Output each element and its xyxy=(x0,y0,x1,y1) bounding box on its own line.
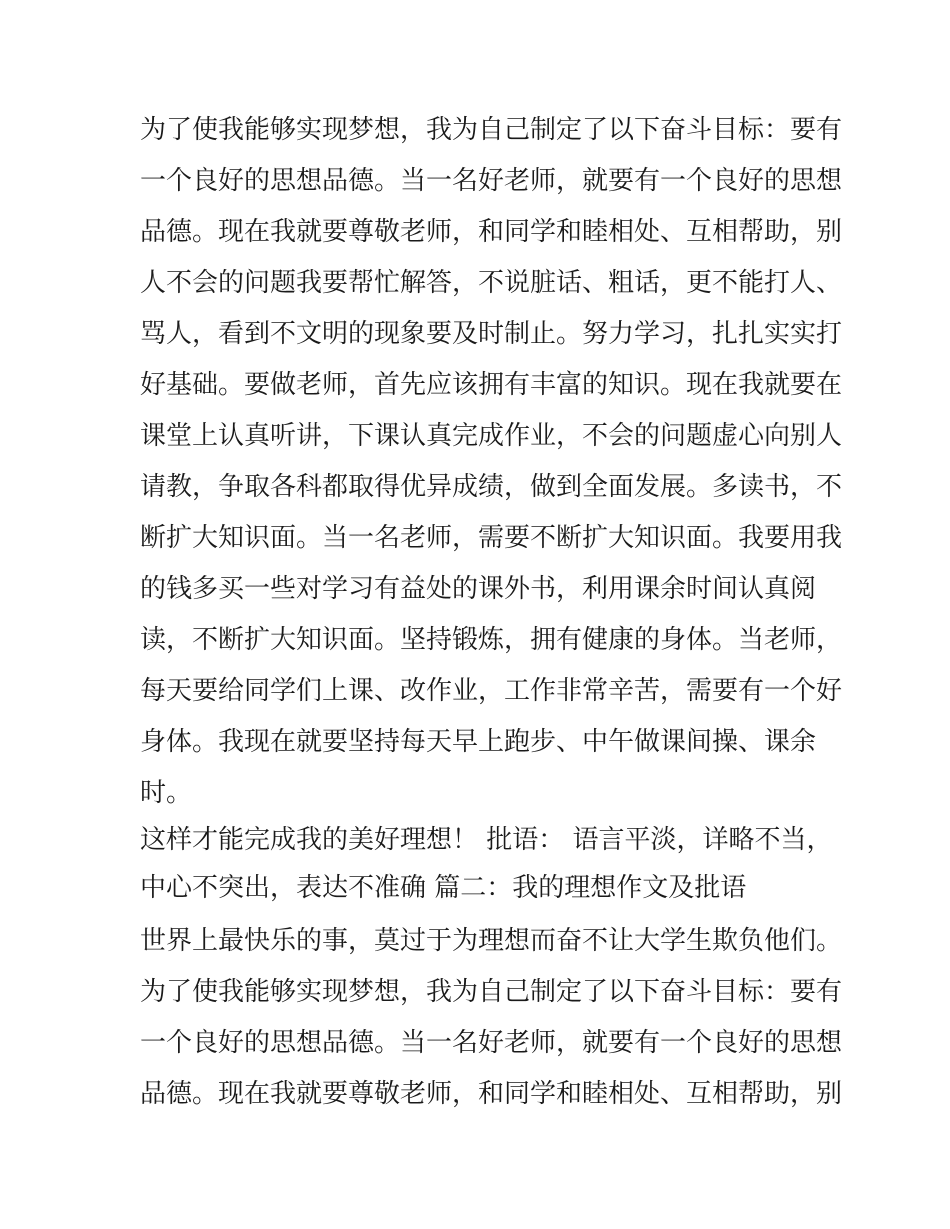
text-line: 读，不断扩大知识面。坚持锻炼，拥有健康的身体。当老师， xyxy=(140,625,843,655)
text-line: 人不会的问题我要帮忙解答，不说脏话、粗话，更不能打人、 xyxy=(140,268,843,298)
text-line: 身体。我现在就要坚持每天早上跑步、中午做课间操、课余 xyxy=(140,727,817,757)
text-line: 请教，争取各科都取得优异成绩，做到全面发展。多读书，不 xyxy=(140,472,843,502)
text-line: 品德。现在我就要尊敬老师，和同学和睦相处、互相帮助，别 xyxy=(140,1079,843,1109)
text-line: 好基础。要做老师，首先应该拥有丰富的知识。现在我就要在 xyxy=(140,370,843,400)
text-line: 品德。现在我就要尊敬老师，和同学和睦相处、互相帮助，别 xyxy=(140,217,843,247)
text-line: 的钱多买一些对学习有益处的课外书，利用课余时间认真阅 xyxy=(140,574,817,604)
text-line: 每天要给同学们上课、改作业，工作非常辛苦，需要有一个好 xyxy=(140,676,843,706)
text-line: 一个良好的思想品德。当一名好老师，就要有一个良好的思想 xyxy=(140,1028,843,1058)
text-line: 时。 xyxy=(140,778,193,808)
text-line: 课堂上认真听讲，下课认真完成作业，不会的问题虚心向别人 xyxy=(140,421,843,451)
text-line: 这样才能完成我的美好理想！ 批语： 语言平淡，详略不当， xyxy=(140,825,833,855)
text-line: 断扩大知识面。当一名老师，需要不断扩大知识面。我要用我 xyxy=(140,523,843,553)
text-line: 中心不突出，表达不准确 篇二：我的理想作文及批语 xyxy=(140,873,747,903)
text-line: 为了使我能够实现梦想，我为自己制定了以下奋斗目标：要有 xyxy=(140,115,843,145)
text-line: 骂人，看到不文明的现象要及时制止。努力学习，扎扎实实打 xyxy=(140,319,843,349)
text-line: 一个良好的思想品德。当一名好老师，就要有一个良好的思想 xyxy=(140,166,843,196)
text-line: 世界上最快乐的事，莫过于为理想而奋不让大学生欺负他们。 xyxy=(140,926,843,956)
text-line: 为了使我能够实现梦想，我为自己制定了以下奋斗目标：要有 xyxy=(140,977,843,1007)
